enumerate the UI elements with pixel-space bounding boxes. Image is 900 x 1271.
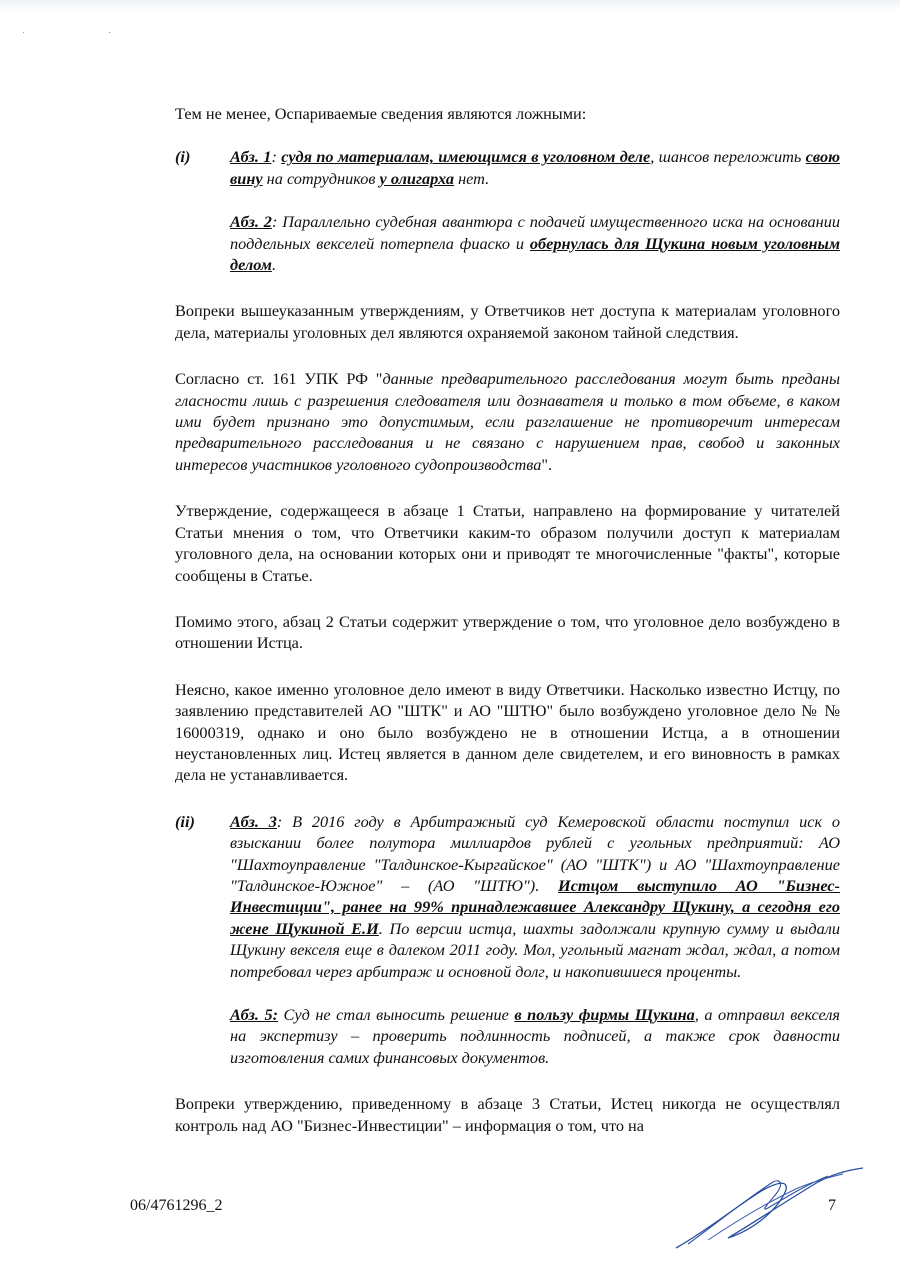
list-item-i bbox=[175, 146, 840, 189]
abs1-quote: Абз. 1: судя по материалам, имеющимся в уголовном деле, шансов переложить свою вину на сотрудников у олигарха нет. bbox=[230, 147, 840, 188]
handwritten-signature bbox=[668, 1160, 868, 1255]
paragraph-4: Помимо этого, абзац 2 Статьи содержит утверждение о том, что уголовное дело возбуждено в отношении Истца. bbox=[175, 611, 840, 653]
paragraph-2: Согласно ст. 161 УПК РФ "данные предварительного расследования могут быть преданы гласности лишь с разрешения следователя или дознавателя и только в том объеме, в каком ими будет признано это допустимым, если разглашение не противоречит интересам предварительного расследования и не связано с нарушением прав, свобод и законных интересов участников уголовного судопроизводства". bbox=[175, 369, 840, 474]
scan-top-edge bbox=[0, 0, 900, 12]
abs5-quote: Абз. 5: Суд не стал выносить решение в пользу фирмы Щукина, а отправил векселя на экспертизу – проверить подлинность подписей, а также срок давности изготовления самих финансовых документов. bbox=[230, 1005, 840, 1067]
intro-paragraph: Тем не менее, Оспариваемые сведения являются ложными: bbox=[175, 104, 587, 123]
document-page bbox=[175, 103, 840, 1136]
abs2-quote: Абз. 2: Параллельно судебная авантюра с подачей имущественного иска на основании поддельных векселей потерпела фиаско и обернулась для Щукина новым уголовным делом. bbox=[230, 212, 840, 275]
document-number: 06/4761296_2 bbox=[130, 1197, 223, 1214]
paragraph-6: Вопреки утверждению, приведенному в абзаце 3 Статьи, Истец никогда не осуществлял контроль над АО "Бизнес-Инвестиции" – информация о том, что на bbox=[175, 1094, 840, 1135]
page-number: 7 bbox=[828, 1197, 836, 1214]
paragraph-5: Неясно, какое именно уголовное дело имеют в виду Ответчики. Насколько известно Истцу, по заявлению представителей АО "ШТК" и АО "ШТЮ" было возбуждено уголовное дело № № 16000319, однако и оно было возбуждено не в отношении Истца, а в отношении неустановленных лиц. Истец является в данном деле свидетелем, и его виновность в рамках дела не устанавливается. bbox=[175, 679, 840, 785]
item-number: (i) bbox=[175, 147, 191, 167]
scan-specks: · · bbox=[22, 28, 152, 39]
paragraph-1: Вопреки вышеуказанным утверждениям, у Ответчиков нет доступа к материалам уголовного дела, материалы уголовных дел являются охраняемой законом тайной следствия. bbox=[175, 301, 840, 342]
abs3-quote: Абз. 3: В 2016 году в Арбитражный суд Кемеровской области поступил иск о взыскании более полутора миллиардов рублей с угольных предприятий: АО "Шахтоуправление "Талдинское-Кыргайское" (АО "ШТК") и АО "Шахтоуправление "Талдинское-Южное" – (АО "ШТЮ"). Истцом выступило АО "Бизнес-Инвестиции", ранее на 99% принадлежавшее Александру Щукину, а сегодня его жене Щукиной Е.И. По версии истца, шахты задолжали крупную сумму и выдали Щукину векселя еще в далеком 2011 году. Мол, угольный магнат ждал, ждал, а потом потребовал через арбитраж и основной долг, и накопившиеся проценты. bbox=[230, 811, 841, 981]
paragraph-3: Утверждение, содержащееся в абзаце 1 Статьи, направлено на формирование у читателей Статьи мнения о том, что Ответчики каким-то образом получили доступ к материалам уголовного дела, на основании которых они и приводят те многочисленные "факты", которые сообщены в Статье. bbox=[175, 501, 840, 585]
list-item-ii bbox=[175, 811, 840, 982]
item-number: (ii) bbox=[175, 811, 195, 831]
